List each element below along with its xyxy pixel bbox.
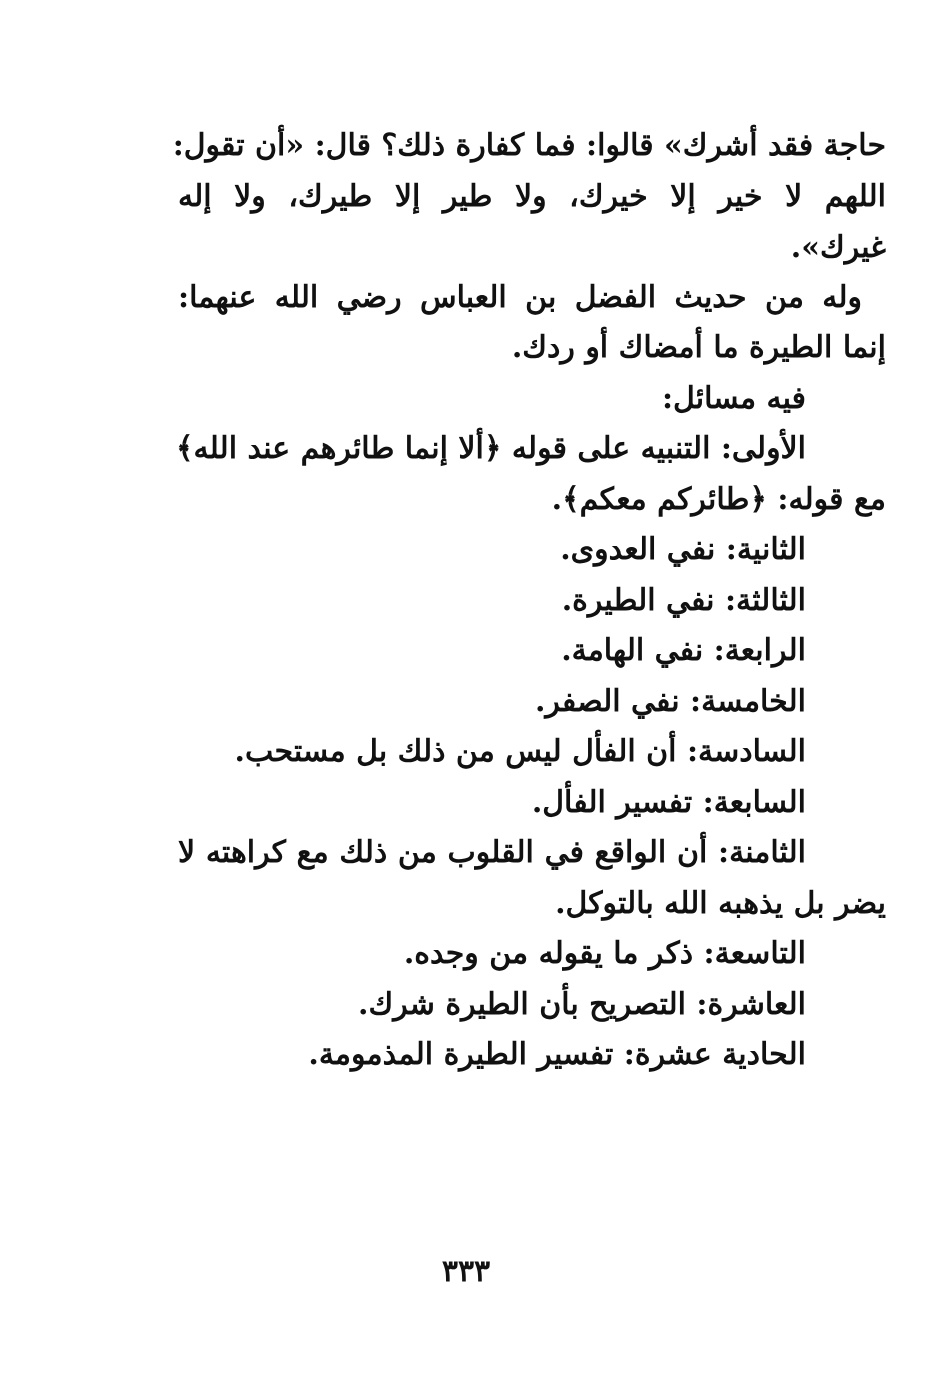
text-line-8: مع قوله: ﴿طائركم معكم﴾. [551,482,886,517]
text-line-9: الثانية: نفي العدوى. [560,532,806,567]
text-line-15: الثامنة: أن الواقع في القلوب من ذلك مع كراهته لا [178,835,806,870]
text-line-7: الأولى: التنبيه على قوله ﴿ألا إنما طائرهم عند الله﴾ [175,431,806,466]
text-line-16: يضر بل يذهبه الله بالتوكل. [555,886,886,921]
text-line-14: السابعة: تفسير الفأل. [531,785,806,820]
text-line-13: السادسة: أن الفأل ليس من ذلك بل مستحب. [234,734,806,769]
page-number: ٣٣٣ [441,1254,491,1289]
text-line-10: الثالثة: نفي الطيرة. [561,583,806,618]
text-line-18: العاشرة: التصريح بأن الطيرة شرك. [358,987,806,1022]
text-line-1: حاجة فقد أشرك» قالوا: فما كفارة ذلك؟ قال: «أن تقول: [172,128,886,163]
text-line-19: الحادية عشرة: تفسير الطيرة المذمومة. [308,1037,806,1072]
text-line-5: إنما الطيرة ما أمضاك أو ردك. [511,330,886,365]
text-line-3: غيرك». [790,230,886,265]
text-line-11: الرابعة: نفي الهامة. [561,633,806,668]
text-line-17: التاسعة: ذكر ما يقوله من وجده. [403,936,806,971]
text-line-12: الخامسة: نفي الصفر. [534,684,806,719]
text-line-2: اللهم لا خير إلا خيرك، ولا طير إلا طيرك، ولا إله [178,179,886,214]
text-line-4: وله من حديث الفضل بن العباس رضي الله عنهما: [178,280,862,315]
text-line-6: فيه مسائل: [661,381,806,416]
